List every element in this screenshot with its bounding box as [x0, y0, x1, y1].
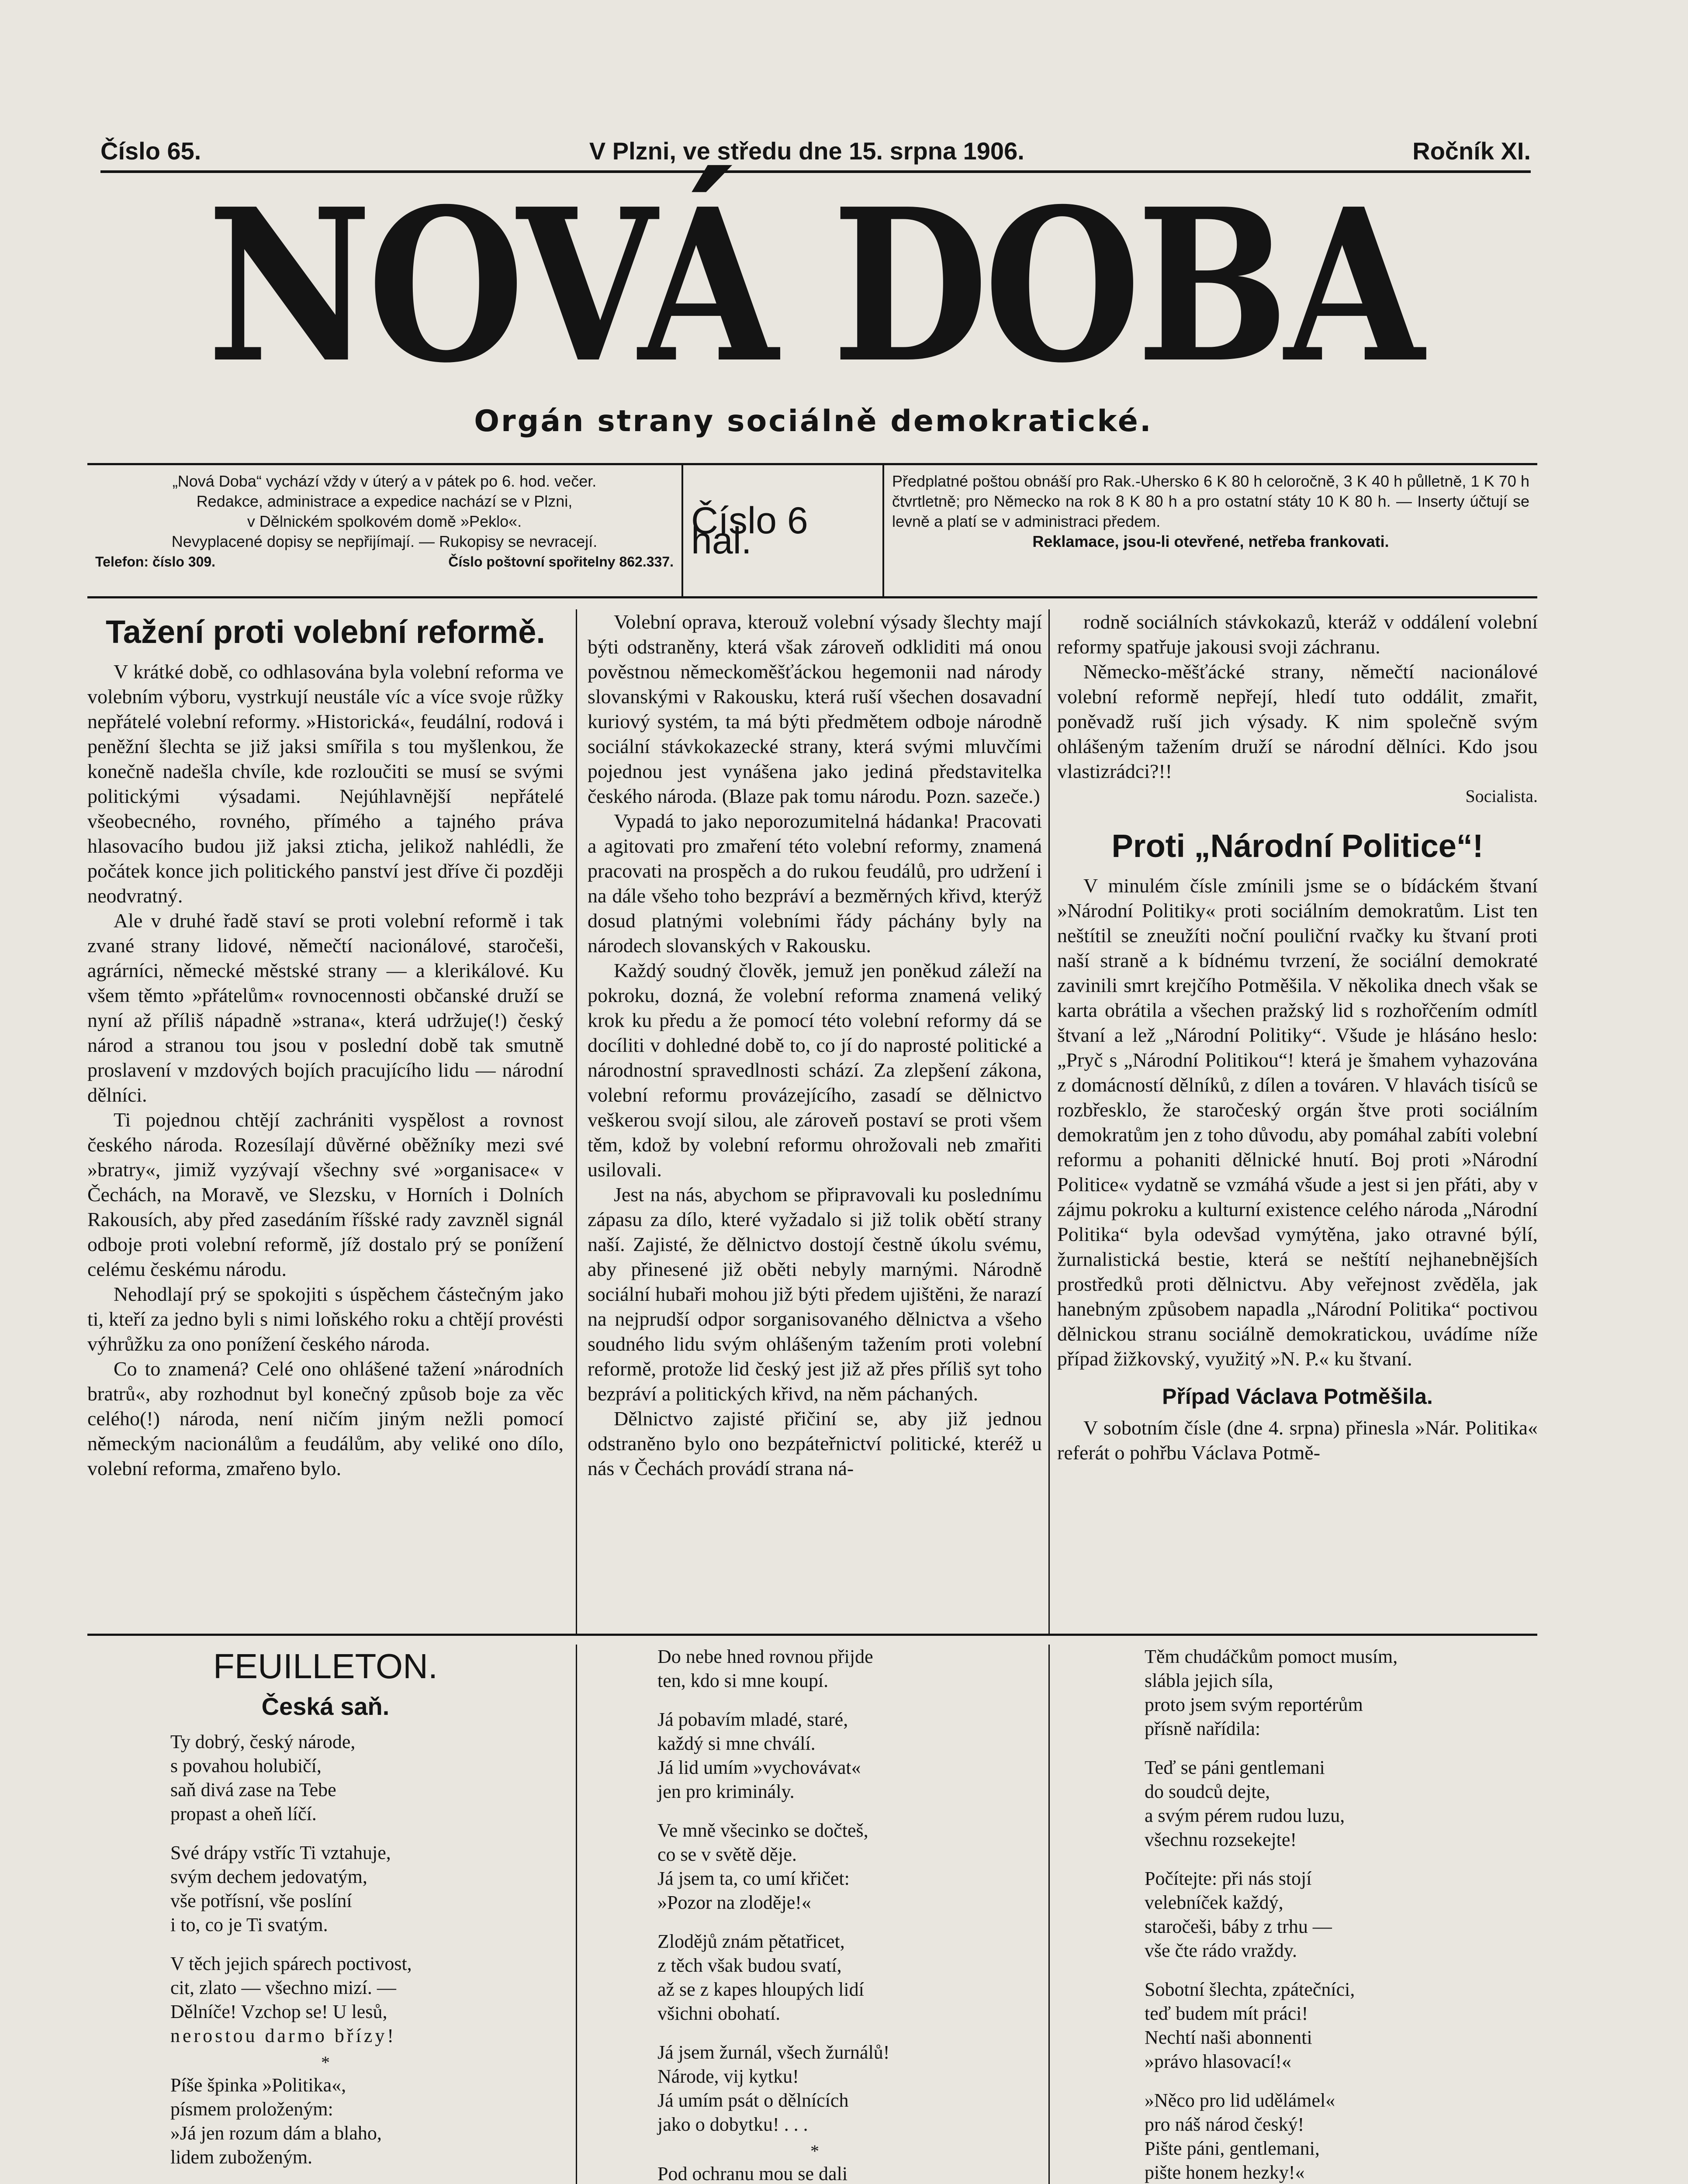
poem-stanza [170, 1952, 564, 2048]
article-subheading: Případ Václava Potměšila. [1162, 1384, 1433, 1409]
poem-line: »Pozor na zloděje!« [657, 1892, 811, 1913]
poem-line: Já umím psát o dělnících [657, 2090, 849, 2111]
poem-stanza [1145, 1755, 1538, 1852]
publication-info-left [87, 465, 681, 596]
poem-stanza [657, 1707, 1042, 1804]
poem-line: Národe, vij kytku! [657, 2066, 799, 2087]
poem-line: Těm chudáčkům pomoct musím, [1145, 1646, 1398, 1667]
poem-line: z těch však budou svatí, [657, 1955, 842, 1976]
poem-line: Ty dobrý, český národe, [170, 1731, 356, 1752]
issue-date: V Plzni, ve středu dne 15. srpna 1906. [589, 137, 1024, 165]
poem-stanza [170, 2073, 564, 2169]
column-rule [576, 1645, 577, 2184]
poem-stanza [657, 2040, 1042, 2136]
poem-line: Píše špinka »Politika«, [170, 2074, 346, 2096]
poem-line: svým dechem jedovatým, [170, 1866, 367, 1887]
poem-line: a svým pérem rudou luzu, [1145, 1805, 1345, 1826]
poem-line: »právo hlasovací!« [1145, 2051, 1291, 2072]
price-box [681, 465, 882, 596]
article-title: Proti „Národní Politice“! [1111, 828, 1484, 864]
poem-line: »Něco pro lid udělámel« [1145, 2090, 1335, 2111]
article-paragraph: Volební oprava, kterouž volební výsady šlechty mají býti odstraněny, která však zároveň odkliditi má onou pověstnou německoměšťáckou hegemonii nad národy slovanskými v Rakousku, která ruší všechen dosavadní kuriový systém, ta má býti předmětem odboje národně sociální stávkokazecké strany, která svými mluvčími pojednou jest vynášena jako jediná představitelka českého národa. (Blaze pak tomu národu. Pozn. sazeče.) [588, 611, 1042, 807]
subscription-info [882, 465, 1537, 596]
poem-line: písmem proloženým: [170, 2098, 333, 2120]
contact-line [95, 552, 674, 572]
poem-stanza [657, 2162, 1042, 2184]
poem-stanza [657, 1818, 1042, 1914]
section-asterisk: * [321, 2053, 330, 2072]
poem-line: jen pro kriminály. [657, 1781, 795, 1802]
poem-line: Počítejte: při nás stojí [1145, 1868, 1312, 1889]
poem-stanza [170, 1730, 564, 1826]
article-paragraph: Vypadá to jako neporozumitelná hádanka! Pracovati a agitovati pro zmaření této volební reformy, znamená pracovati na prospěch a do rukou feudálů, pro udržení i na dále všeho toho bezpráví a bezměrných křivd, kterýž dosud platnými volebními řády páchány byly na národech slovanských v Rakousku. [588, 810, 1042, 957]
poem-line: Nechtí naši abonnenti [1145, 2027, 1312, 2048]
poem-line: Své drápy vstříc Ti vztahuje, [170, 1842, 391, 1863]
phone-number: Telefon: číslo 309. [95, 554, 216, 570]
article-paragraph: rodně sociálních stávkokazů, kteráž v oddálení volební reformy spatřuje jakousi svoji záchranu. [1057, 611, 1538, 658]
poem-line: propast a oheň líčí. [170, 1803, 317, 1825]
postal-account: Číslo poštovní spořitelny 862.337. [448, 554, 674, 570]
newspaper-subtitle: Orgán strany sociálně demokratické. [474, 404, 1153, 439]
feuilleton-heading: FEUILLETON. [213, 1647, 438, 1686]
article-paragraph: Nehodlají prý se spokojiti s úspěchem částečným jako ti, kteří za jedno byli s nimi loňského roku a chtějí provésti výhrůžku za ono ponížení českého národa. [87, 1283, 564, 1355]
poem-line: všichni obohatí. [657, 2003, 781, 2024]
poem-line: »Já jen rozum dám a blaho, [170, 2122, 382, 2144]
column-2 [588, 609, 1042, 1481]
poem-line: nerostou darmo břízy! [170, 2025, 396, 2046]
article-paragraph: V krátké době, co odhlasována byla volební reforma ve volebním výboru, vystrkují neustále víc a více svoje růžky nepřátelé volební reformy. »Historická«, feudální, rodová i peněžní šlechta se již jaksi smířila s tou myšlenkou, že konečně nadešla chvíle, kde rozloučiti se musí se svými politickými výsadami. Nejúhlavnější nepřátelé všeobecného, rovného, přímého a tajného práva hlasovacího budou již jaksi zticha, jelikož nahlédli, že počátek konce jich politického panství jest dříve či později neodvratný. [87, 660, 564, 907]
feuilleton-column-1 [87, 1645, 564, 2184]
column-rule [576, 609, 577, 1634]
complaints-text: Reklamace, jsou-li otevřené, netřeba frankovati. [1032, 532, 1389, 550]
poem-stanza [1145, 1866, 1538, 1963]
poem-line: ten, kdo si mne koupí. [657, 1670, 829, 1691]
article-title: Tažení proti volební reformě. [105, 614, 545, 650]
poem-line: Do nebe hned rovnou přijde [657, 1646, 873, 1667]
article-paragraph: Co to znamená? Celé ono ohlášené tažení »národních bratrů«, aby rozhodnut byl konečný způsob boje za věc celého(!) národa, není ničím jiným nežli pomocí německým nacionálům a feudálům, aby veliké ono dílo, volební reforma, zmařeno bylo. [87, 1358, 564, 1479]
poem-line: s povahou holubičí, [170, 1755, 322, 1776]
poem-line: Já jsem ta, co umí křičet: [657, 1868, 850, 1889]
poem-line: Zlodějů znám pětatřicet, [657, 1931, 845, 1952]
poem-line: Sobotní šlechta, zpátečníci, [1145, 1979, 1355, 2000]
issue-price: Číslo 6 hal. [691, 500, 808, 562]
poem-line: přísně nařídila: [1145, 1718, 1261, 1739]
poem-stanza [1145, 2088, 1538, 2184]
poem-line: velebníček každý, [1145, 1892, 1283, 1913]
poem-line: co se v světě děje. [657, 1844, 797, 1865]
newspaper-title: NOVÁ DOBA [207, 163, 1420, 409]
article-signature: Socialista. [1465, 786, 1538, 806]
article-paragraph: V minulém čísle zmínili jsme se o bídáckém štvaní »Národní Politiky« proti sociálním demokratům. List ten neštítil se zneužíti noční pouliční rvačky ku štvaní proti naší straně a k bídnému tvrzení, že sociální demokraté zavinili smrt krejčího Potměšila. V několika dnech však se karta obrátila a všechen pražský lid s rozhořčením odmítl štvaní a lež „Národní Politiky“. Všude je hlásáno heslo: „Pryč s „Národní Politikou“! která je šmahem vyhazována z domácností dělníků, z dílen a továren. V hlavách tisíců se rozbřesklo, že staročeský orgán štve proti sociálním demokratům jen z toho důvodu, aby pomáhal zabíti volební reformu a pohaniti dělnické hnutí. Boj proti »Národní Politice« vydatně se vzmáhá všude a jest si jen přáti, aby v zájmu pokroku a kulturní existence celého národa „Národní Politika“ byla odevšad vymýtěna, jako otravné býlí, žurnalistická bestie, která se neštítí nejhanebnějších prostředků proti dělnictvu. Aby veřejnost zvěděla, jak hanebným způsobem napadla „Národní Politika“ poctivou dělnickou stranu sociálně demokratickou, uvádíme níže případ žižkovský, využitý »N. P.« ku štvaní. [1057, 874, 1538, 1370]
article-paragraph: Každý soudný člověk, jemuž jen poněkud záleží na pokroku, dozná, že volební reforma znamená veliký krok ku předu a že pomocí této volební reformy dá se docíliti v dohledné době to, co jí do naprosté politické a národnostní spravedlnosti schází. Za zlepšení zákona, volební reformu provázejícího, zasadí se dělnictvo veškerou svojí silou, ale zároveň postaví se proti všem těm, kdož by volební reformu ohrožovali neb zmařiti usilovali. [588, 959, 1042, 1181]
poem-line: všechnu rozsekejte! [1145, 1829, 1297, 1850]
poem-line: do soudců dejte, [1145, 1781, 1270, 1802]
poem-line: Teď se páni gentlemani [1145, 1757, 1325, 1778]
column-3 [1057, 609, 1538, 1465]
subscription-text: Předplatné poštou obnáší pro Rak.-Uhersko 6 K 80 h celoročně, 3 K 40 h půlletně, 1 K 70 h čtvrtletně; pro Německo na rok 8 K 80 h a pro ostatní státy 10 K 80 h. — Inserty účtují se levně a platí se v administraci předem. [892, 472, 1529, 530]
poem-line: vše čte rádo vraždy. [1145, 1940, 1297, 1961]
article-paragraph: Německo-měšťácké strany, němečtí nacionálové volební reformě nepřejí, hledí tuto oddálit, zmařit, poněvadž ruší jich výsady. K nim společně svým ohlášeným tažením druží se národní dělníci. Kdo jsou vlastizrádci?!! [1057, 660, 1538, 782]
poem-line: V těch jejich spárech poctivost, [170, 1953, 412, 1974]
feuilleton-column-3 [1057, 1645, 1538, 2184]
article-paragraph: V sobotním čísle (dne 4. srpna) přinesla »Nár. Politika« referát o pohřbu Václava Potmě- [1057, 1417, 1538, 1464]
poem-line: až se z kapes hloupých lidí [657, 1979, 864, 2000]
column-rule [1048, 1645, 1050, 2184]
poem-line: jako o dobytku! . . . [657, 2114, 808, 2135]
info-line: Redakce, administrace a expedice nachází se v Plzni, [196, 492, 573, 510]
poem-line: Pod ochranu mou se dali [657, 2163, 848, 2184]
poem-line: i to, co je Ti svatým. [170, 1914, 328, 1935]
feuilleton-column-2 [588, 1645, 1042, 2184]
column-1 [87, 609, 564, 1481]
info-line: v Dělnickém spolkovém domě »Peklo«. [247, 512, 522, 530]
poem-line: každý si mne chválí. [657, 1733, 816, 1754]
poem-stanza [657, 1929, 1042, 2025]
article-paragraph: Ale v druhé řadě staví se proti volební reformě i tak zvané strany lidové, němečtí nacionálové, staročeši, agrárníci, německé městské strany — a klerikálové. Ku všem těmto »přátelům« rovnocennosti občanské druží se nyní až příliš nápadně »strana«, která udržuje(!) český národ a stranou tou jsou v poslední době tak smutně proslavení v mzdových bojích pracujícího lidu — národní dělníci. [87, 909, 564, 1106]
poem-line: pište honem hezky!« [1145, 2162, 1305, 2183]
poem-line: Dělníče! Vzchop se! U lesů, [170, 2001, 387, 2022]
poem-title: Česká saň. [261, 1693, 390, 1720]
poem-line: Ve mně všecinko se dočteš, [657, 1820, 868, 1841]
issue-number: Číslo 65. [100, 137, 201, 165]
publication-info-box [87, 463, 1537, 598]
poem-line: vše potřísní, vše poslíní [170, 1890, 352, 1911]
poem-line: saň divá zase na Tebe [170, 1779, 336, 1800]
article-paragraph: Jest na nás, abychom se připravovali ku poslednímu zápasu za dílo, které vyžadalo si již tolik obětí strany naší. Zajisté, že dělnictvo dostojí čestně úkolu svému, aby přinesené již oběti nebyly marnými. Národně sociální hubaři mohou již býti předem ujištěni, že narazí na nejprudší odpor sorganisovaného dělnictva a všeho soudného lidu svým ohlášeným tažením proti volební reformě, protože lid český jest již až přes příliš syt toho bezpráví a politických křivd, na něm páchaných. [588, 1183, 1042, 1405]
poem-line: lidem zuboženým. [170, 2146, 313, 2168]
poem-line: Já jsem žurnál, všech žurnálů! [657, 2042, 890, 2063]
poem-stanza [1145, 1645, 1538, 1741]
info-line: „Nová Doba“ vychází vždy v úterý a v pátek po 6. hod. večer. [172, 472, 597, 490]
poem-line: Já pobavím mladé, staré, [657, 1709, 848, 1730]
article-paragraph: Ti pojednou chtějí zachrániti vyspělost a rovnost českého národa. Rozesílají důvěrné oběžníky mezi své »bratry«, jimiž vyzývají všechny své »organisace« v Čechách, na Moravě, ve Slezsku, v Horních i Dolních Rakousích, aby před zasedáním říšské rady zavzněl signál odboje proti volební reformě, jíž dostalo prý se ponížení celému českému národu. [87, 1109, 564, 1280]
poem-line: cit, zlato — všechno mizí. — [170, 1977, 396, 1998]
poem-line: staročeši, báby z trhu — [1145, 1916, 1332, 1937]
info-line: Nevyplacené dopisy se nepřijímají. — Rukopisy se nevracejí. [171, 532, 598, 550]
poem-line: Já lid umím »vychovávat« [657, 1757, 861, 1778]
poem-line: proto jsem svým reportérům [1145, 1694, 1363, 1715]
feuilleton-divider [87, 1634, 1537, 1636]
poem-line: slábla jejich síla, [1145, 1670, 1273, 1691]
poem-line: Pište páni, gentlemani, [1145, 2138, 1320, 2159]
section-asterisk: * [810, 2141, 819, 2161]
poem-line: pro náš národ český! [1145, 2114, 1304, 2135]
volume-number: Ročník XI. [1412, 137, 1531, 165]
column-rule [1048, 609, 1050, 1634]
poem-stanza [1145, 1977, 1538, 2073]
poem-stanza [170, 1841, 564, 1937]
article-paragraph: Dělnictvo zajisté přičiní se, aby již jednou odstraněno bylo ono bezpáteřnictví politické, kteréž u nás v Čechách provádí strana ná- [588, 1407, 1042, 1479]
poem-stanza [657, 1645, 1042, 1693]
poem-line: teď budem mít práci! [1145, 2003, 1308, 2024]
